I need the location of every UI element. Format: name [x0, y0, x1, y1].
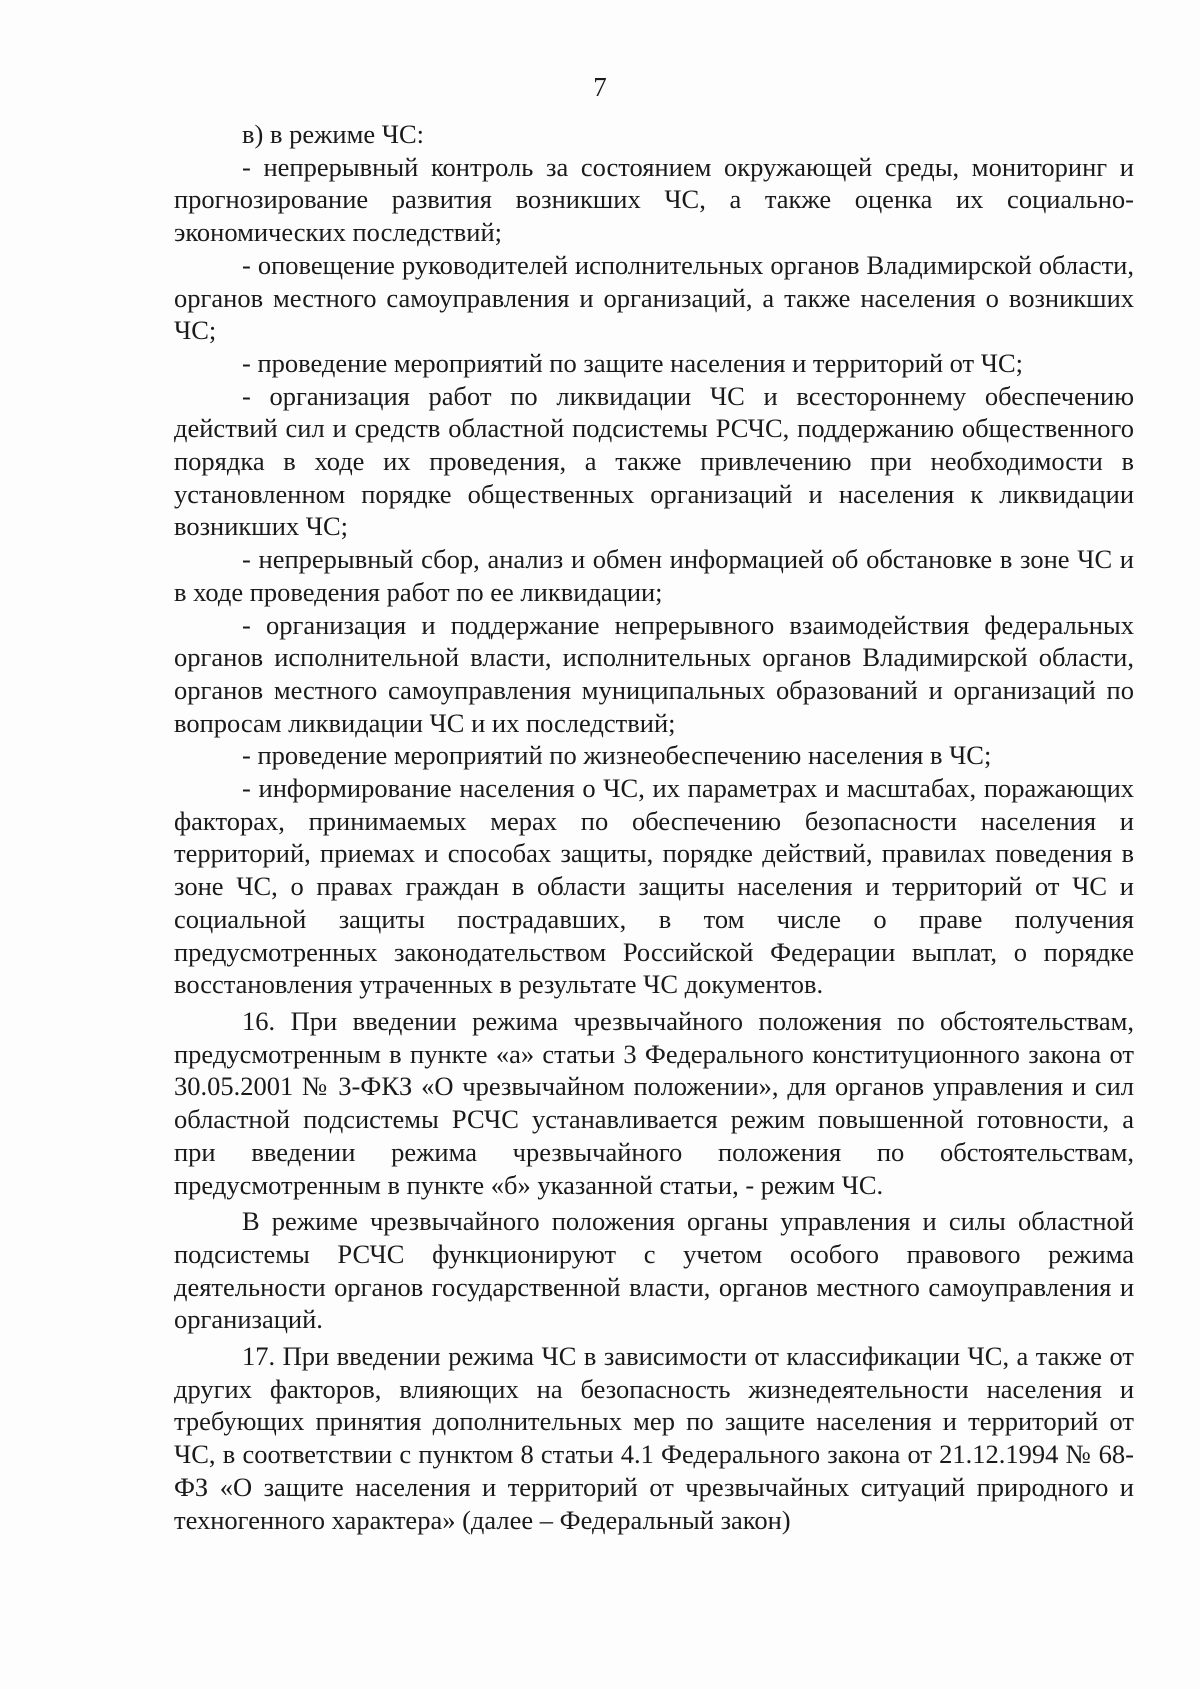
paragraph-item: - оповещение руководителей исполнительных органов Владимирской области, органов местного самоуправления и организаций, а также населения о возникших ЧС;: [174, 249, 1134, 346]
paragraph-mode-heading: в) в режиме ЧС:: [242, 119, 425, 149]
paragraph-clause-17: 17. При введении режима ЧС в зависимости от классификации ЧС, а также от других факторов, влияющих на безопасность жизнедеятельности населения и требующих принятия дополнительных мер по защите населения и территорий от ЧС, в соответствии с пунктом 8 статьи 4.1 Федерального закона от 21.12.1994 № 68-ФЗ «О защите населения и территорий от чрезвычайных ситуаций природного и техногенного характера» (далее – Федеральный закон): [174, 1341, 1134, 1535]
paragraph-item: - информирование населения о ЧС, их параметрах и масштабах, поражающих факторах, принимаемых мерах по обеспечению безопасности населения и территорий, приемах и способах защиты, порядке действий, правилах поведения в зоне ЧС, о правах граждан в области защиты населения и территорий от ЧС и социальной защиты пострадавших, в том числе о праве получения предусмотренных законодательством Российской Федерации выплат, о порядке восстановления утраченных в результате ЧС документов.: [174, 773, 1134, 1000]
paragraph-item: - непрерывный сбор, анализ и обмен информацией об обстановке в зоне ЧС и в ходе проведения работ по ее ликвидации;: [174, 544, 1134, 607]
page-number: 7: [593, 72, 607, 102]
paragraph-item: - проведение мероприятий по жизнеобеспечению населения в ЧС;: [242, 740, 992, 771]
paragraph-item: - организация работ по ликвидации ЧС и всестороннему обеспечению действий сил и средств областной подсистемы РСЧС, поддержанию общественного порядка в ходе их проведения, а также привлечению при необходимости в установленном порядке общественных организаций и населения к ликвидации возникших ЧС;: [174, 380, 1134, 542]
paragraph-emergency-regime: В режиме чрезвычайного положения органы управления и силы областной подсистемы РСЧС функционируют с учетом особого правового режима деятельности органов государственной власти, органов местного самоуправления и организаций.: [174, 1206, 1134, 1335]
paragraph-item: - проведение мероприятий по защите населения и территорий от ЧС;: [242, 347, 1024, 378]
paragraph-clause-16: 16. При введении режима чрезвычайного положения по обстоятельствам, предусмотренным в пункте «а» статьи 3 Федерального конституционного закона от 30.05.2001 № 3-ФКЗ «О чрезвычайном положении», для органов управления и сил областной подсистемы РСЧС устанавливается режим повышенной готовности, а при введении режима чрезвычайного положения по обстоятельствам, предусмотренным в пункте «б» указанной статьи, - режим ЧС.: [174, 1005, 1134, 1200]
paragraph-item: - организация и поддержание непрерывного взаимодействия федеральных органов исполнительной власти, исполнительных органов Владимирской области, органов местного самоуправления муниципальных образований и организаций по вопросам ликвидации ЧС и их последствий;: [174, 609, 1134, 738]
document-body: [174, 118, 1134, 1536]
paragraph-item: - непрерывный контроль за состоянием окружающей среды, мониторинг и прогнозирование развития возникших ЧС, а также оценка их социально-экономических последствий;: [174, 151, 1134, 248]
